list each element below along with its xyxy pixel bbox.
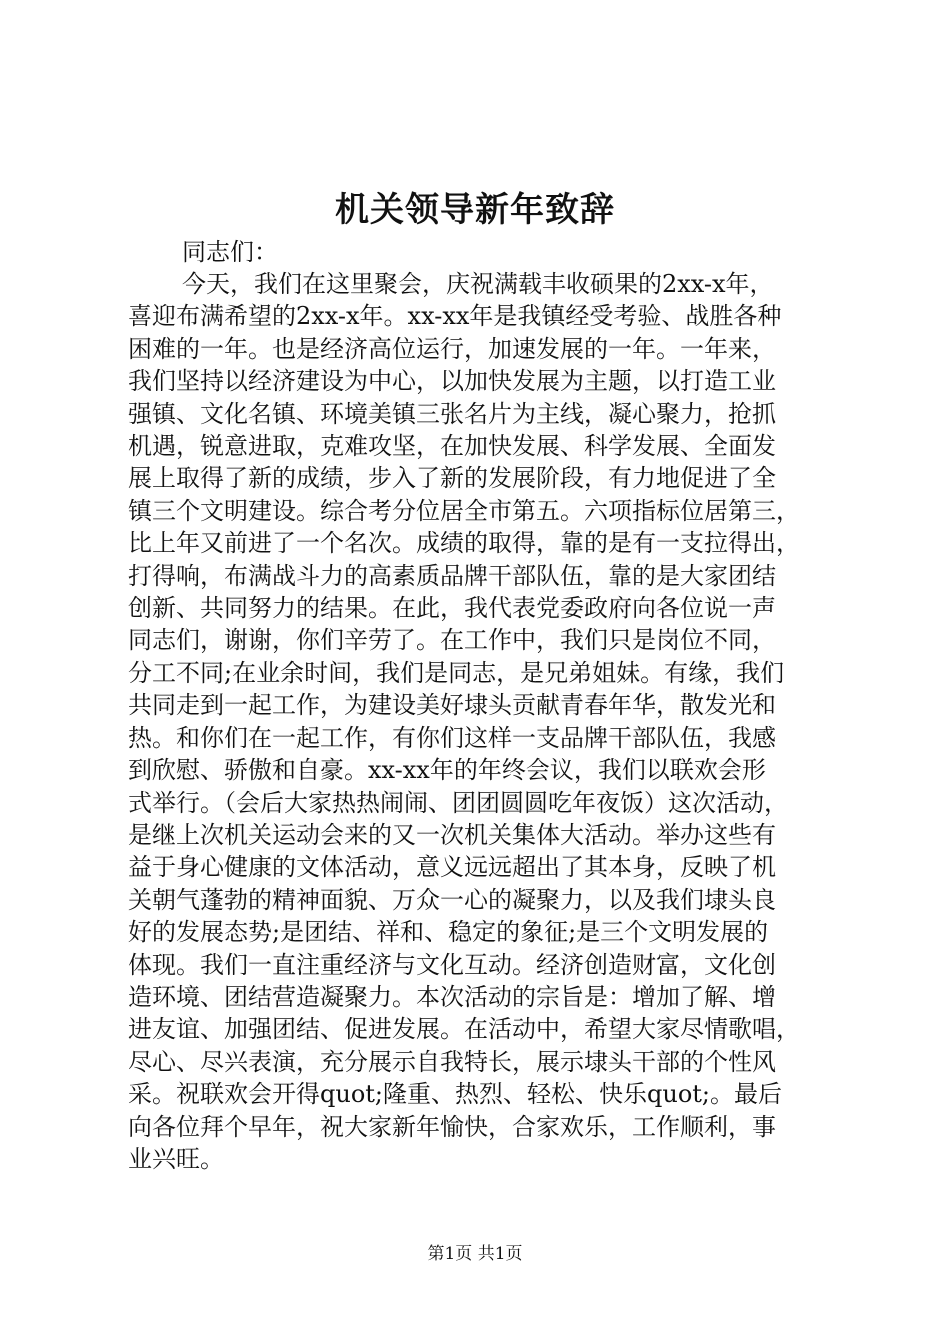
body-line: 打得响，布满战斗力的高素质品牌干部队伍，靠的是大家团结 — [128, 561, 776, 590]
body-line: 业兴旺。 — [128, 1144, 224, 1173]
body-line: 好的发展态势;是团结、祥和、稳定的象征;是三个文明发展的 — [128, 918, 769, 947]
body-line: 采。祝联欢会开得quot;隆重、热烈、轻松、快乐quot;。最后 — [128, 1080, 782, 1109]
body-line: 向各位拜个早年，祝大家新年愉快，合家欢乐，工作顺利，事 — [128, 1112, 776, 1141]
body-line: 关朝气蓬勃的精神面貌、万众一心的凝聚力，以及我们埭头良 — [128, 885, 776, 914]
body-line: 式举行。（会后大家热热闹闹、团团圆圆吃年夜饭）这次活动， — [128, 788, 788, 817]
body-line: 是继上次机关运动会来的又一次机关集体大活动。举办这些有 — [128, 820, 776, 849]
body-line: 尽心、尽兴表演，充分展示自我特长，展示埭头干部的个性风 — [128, 1047, 776, 1076]
body-line: 机遇，锐意进取，克难攻坚，在加快发展、科学发展、全面发 — [128, 432, 776, 461]
body-line: 展上取得了新的成绩，步入了新的发展阶段，有力地促进了全 — [128, 464, 776, 493]
body-line: 到欣慰、骄傲和自豪。xx-xx年的年终会议，我们以联欢会形 — [128, 756, 766, 785]
body-line: 进友谊、加强团结、促进发展。在活动中，希望大家尽情歌唱， — [128, 1015, 800, 1044]
body-line: 我们坚持以经济建设为中心，以加快发展为主题，以打造工业 — [128, 367, 776, 396]
body-line: 热。和你们在一起工作，有你们这样一支品牌干部队伍，我感 — [128, 723, 776, 752]
body-line: 益于身心健康的文体活动，意义远远超出了其本身，反映了机 — [128, 853, 776, 882]
body-line: 分工不同;在业余时间，我们是同志，是兄弟姐妹。有缘，我们 — [128, 658, 785, 687]
body-line: 强镇、文化名镇、环境美镇三张名片为主线，凝心聚力，抢抓 — [128, 399, 776, 428]
body-paragraph — [128, 268, 828, 1175]
body-line: 困难的一年。也是经济高位运行，加速发展的一年。一年来， — [128, 334, 776, 363]
body-line: 同志们，谢谢，你们辛劳了。在工作中，我们只是岗位不同， — [128, 626, 776, 655]
body-line: 造环境、团结营造凝聚力。本次活动的宗旨是：增加了解、增 — [128, 982, 776, 1011]
salutation: 同志们： — [182, 238, 278, 266]
body-line: 镇三个文明建设。综合考分位居全市第五。六项指标位居第三， — [128, 496, 800, 525]
body-line: 体现。我们一直注重经济与文化互动。经济创造财富，文化创 — [128, 950, 776, 979]
body-line: 创新、共同努力的结果。在此，我代表党委政府向各位说一声 — [128, 594, 776, 623]
body-line: 喜迎布满希望的2xx-x年。xx-xx年是我镇经受考验、战胜各种 — [128, 302, 782, 331]
body-line: 比上年又前进了一个名次。成绩的取得，靠的是有一支拉得出， — [128, 529, 800, 558]
body-line: 今天，我们在这里聚会，庆祝满载丰收硕果的2xx-x年， — [182, 270, 774, 298]
document-title: 机关领导新年致辞 — [335, 190, 615, 230]
body-line: 共同走到一起工作，为建设美好埭头贡献青春年华，散发光和 — [128, 691, 776, 720]
page-footer: 第1页 共1页 — [427, 1244, 523, 1264]
